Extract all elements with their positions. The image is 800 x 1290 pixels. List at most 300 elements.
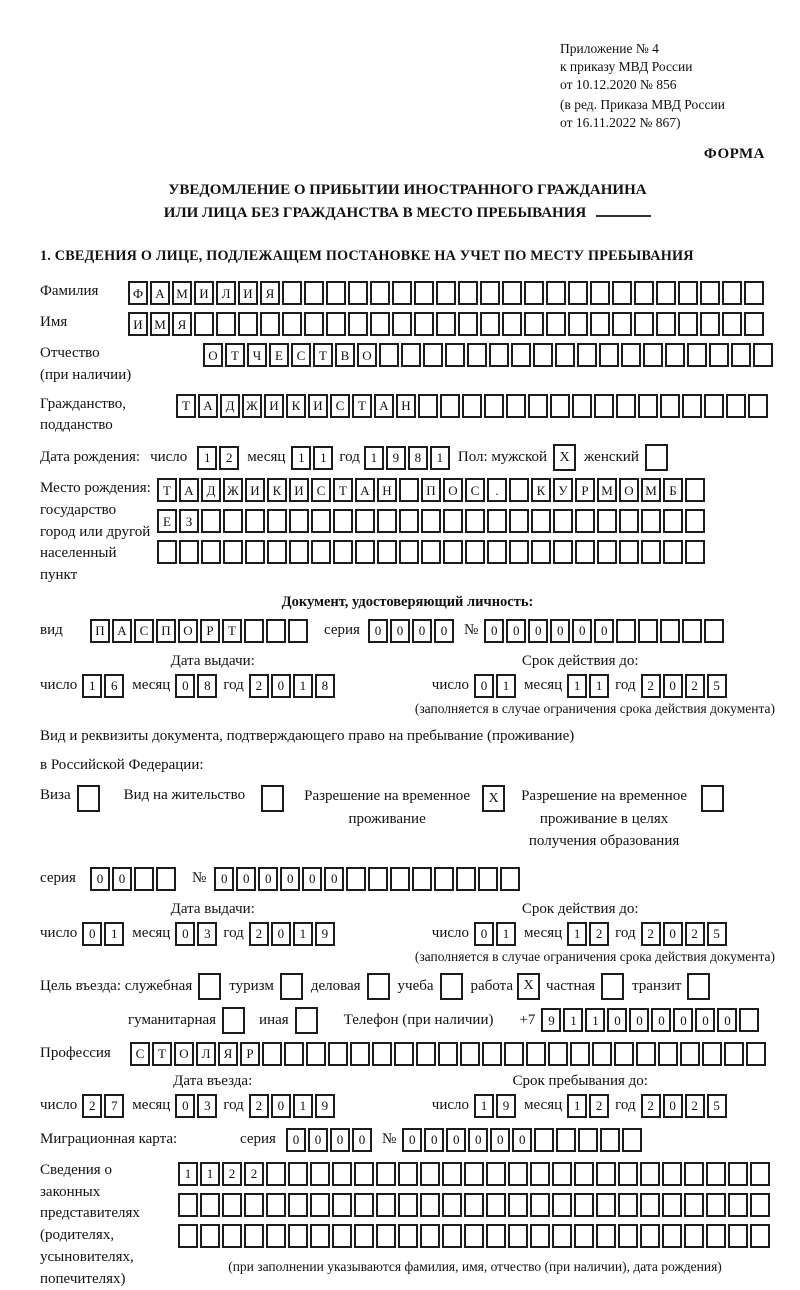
char-box[interactable] [464,1193,484,1217]
char-box[interactable] [346,867,366,891]
char-box[interactable]: 2 [589,1094,609,1118]
char-box[interactable] [662,1193,682,1217]
char-box[interactable] [701,785,724,812]
char-box[interactable] [486,1193,506,1217]
char-box[interactable]: . [487,478,507,502]
char-box[interactable] [436,312,456,336]
char-box[interactable]: 5 [707,1094,727,1118]
char-box[interactable] [634,281,654,305]
char-box[interactable] [266,1162,286,1186]
char-box[interactable] [744,281,764,305]
char-box[interactable]: 2 [249,674,269,698]
char-box[interactable] [530,1162,550,1186]
char-box[interactable]: 0 [663,1094,683,1118]
char-box[interactable] [464,1224,484,1248]
char-box[interactable]: 1 [563,1008,583,1032]
char-box[interactable]: 0 [330,1128,350,1152]
char-box[interactable] [306,1042,326,1066]
char-box[interactable]: Т [333,478,353,502]
char-box[interactable]: И [245,478,265,502]
char-box[interactable] [619,540,639,564]
char-box[interactable] [376,1162,396,1186]
char-box[interactable] [379,343,399,367]
char-box[interactable] [662,1162,682,1186]
char-box[interactable]: 1 [293,1094,313,1118]
char-box[interactable]: М [172,281,192,305]
work-checkbox[interactable] [517,973,542,1000]
char-box[interactable] [156,867,176,891]
char-box[interactable]: 0 [82,922,102,946]
char-box[interactable]: С [130,1042,150,1066]
char-box[interactable] [748,394,768,418]
char-box[interactable]: 9 [386,446,406,470]
char-box[interactable]: X [553,444,576,471]
char-box[interactable]: 2 [244,1162,264,1186]
char-box[interactable] [506,394,526,418]
char-box[interactable] [685,509,705,533]
char-box[interactable] [304,281,324,305]
char-box[interactable] [480,281,500,305]
temp-residence-checkbox[interactable] [482,785,507,812]
char-box[interactable] [487,509,507,533]
char-box[interactable]: Т [176,394,196,418]
char-box[interactable] [590,281,610,305]
char-box[interactable] [556,1128,576,1152]
char-box[interactable]: Ч [247,343,267,367]
char-box[interactable] [333,509,353,533]
char-box[interactable] [486,1162,506,1186]
char-box[interactable]: Т [157,478,177,502]
char-box[interactable]: 2 [685,922,705,946]
char-box[interactable] [289,540,309,564]
char-box[interactable] [458,281,478,305]
char-box[interactable] [222,1193,242,1217]
char-box[interactable]: С [330,394,350,418]
char-box[interactable] [295,1007,318,1034]
char-box[interactable] [414,312,434,336]
char-box[interactable]: 0 [484,619,504,643]
char-box[interactable] [739,1008,759,1032]
char-box[interactable]: 0 [673,1008,693,1032]
char-box[interactable]: 0 [112,867,132,891]
char-box[interactable] [614,1042,634,1066]
char-box[interactable]: 0 [550,619,570,643]
char-box[interactable] [685,478,705,502]
char-box[interactable] [575,540,595,564]
char-box[interactable] [590,312,610,336]
char-box[interactable]: 1 [567,674,587,698]
char-box[interactable]: 0 [695,1008,715,1032]
char-box[interactable] [465,540,485,564]
char-box[interactable] [640,1162,660,1186]
char-box[interactable]: 0 [651,1008,671,1032]
char-box[interactable]: 1 [293,922,313,946]
char-box[interactable] [482,1042,502,1066]
char-box[interactable] [421,540,441,564]
study-checkbox[interactable] [440,973,465,1000]
char-box[interactable]: 6 [104,674,124,698]
char-box[interactable] [377,540,397,564]
char-box[interactable] [746,1042,766,1066]
char-box[interactable]: 3 [197,922,217,946]
char-box[interactable] [421,509,441,533]
char-box[interactable] [687,973,710,1000]
char-box[interactable] [750,1162,770,1186]
char-box[interactable]: Я [172,312,192,336]
char-box[interactable] [553,540,573,564]
char-box[interactable] [484,394,504,418]
char-box[interactable] [618,1193,638,1217]
char-box[interactable] [348,281,368,305]
char-box[interactable] [706,1224,726,1248]
char-box[interactable] [332,1193,352,1217]
char-box[interactable]: М [597,478,617,502]
char-box[interactable] [376,1224,396,1248]
char-box[interactable] [660,394,680,418]
char-box[interactable] [524,281,544,305]
char-box[interactable] [223,509,243,533]
char-box[interactable] [134,867,154,891]
char-box[interactable]: К [267,478,287,502]
char-box[interactable]: 2 [641,674,661,698]
char-box[interactable]: Ф [128,281,148,305]
char-box[interactable] [282,281,302,305]
char-box[interactable]: 0 [280,867,300,891]
char-box[interactable] [480,312,500,336]
char-box[interactable] [200,1224,220,1248]
char-box[interactable] [528,394,548,418]
char-box[interactable] [399,540,419,564]
char-box[interactable] [77,785,100,812]
char-box[interactable] [616,394,636,418]
char-box[interactable]: И [264,394,284,418]
char-box[interactable] [731,343,751,367]
char-box[interactable] [728,1162,748,1186]
char-box[interactable] [443,509,463,533]
char-box[interactable] [178,1224,198,1248]
char-box[interactable] [530,1193,550,1217]
char-box[interactable] [645,444,668,471]
char-box[interactable]: 0 [474,922,494,946]
char-box[interactable]: З [179,509,199,533]
char-box[interactable]: У [553,478,573,502]
char-box[interactable]: 0 [572,619,592,643]
char-box[interactable] [709,343,729,367]
char-box[interactable]: 0 [402,1128,422,1152]
char-box[interactable] [531,540,551,564]
char-box[interactable]: И [308,394,328,418]
char-box[interactable] [568,312,588,336]
char-box[interactable] [744,312,764,336]
char-box[interactable] [423,343,443,367]
char-box[interactable] [508,1162,528,1186]
char-box[interactable]: С [134,619,154,643]
char-box[interactable]: 9 [541,1008,561,1032]
char-box[interactable] [612,312,632,336]
char-box[interactable]: 8 [197,674,217,698]
char-box[interactable]: 2 [685,674,705,698]
char-box[interactable] [601,973,624,1000]
char-box[interactable] [438,1042,458,1066]
char-box[interactable] [368,867,388,891]
char-box[interactable] [370,312,390,336]
char-box[interactable]: 0 [271,922,291,946]
char-box[interactable] [420,1224,440,1248]
char-box[interactable] [486,1224,506,1248]
char-box[interactable] [684,1162,704,1186]
char-box[interactable] [509,478,529,502]
char-box[interactable]: Т [222,619,242,643]
char-box[interactable] [533,343,553,367]
char-box[interactable]: А [374,394,394,418]
char-box[interactable] [487,540,507,564]
char-box[interactable]: Т [225,343,245,367]
char-box[interactable]: 0 [446,1128,466,1152]
char-box[interactable] [508,1193,528,1217]
char-box[interactable] [442,1162,462,1186]
char-box[interactable] [223,540,243,564]
char-box[interactable] [531,509,551,533]
char-box[interactable]: Р [200,619,220,643]
char-box[interactable]: 5 [707,674,727,698]
char-box[interactable] [662,1224,682,1248]
char-box[interactable] [753,343,773,367]
char-box[interactable] [445,343,465,367]
char-box[interactable]: 0 [352,1128,372,1152]
char-box[interactable] [568,281,588,305]
char-box[interactable] [596,1224,616,1248]
char-box[interactable]: 1 [496,674,516,698]
char-box[interactable]: 1 [313,446,333,470]
char-box[interactable]: 0 [271,1094,291,1118]
char-box[interactable]: К [531,478,551,502]
char-box[interactable] [467,343,487,367]
char-box[interactable] [596,1162,616,1186]
char-box[interactable] [643,343,663,367]
char-box[interactable] [578,1128,598,1152]
char-box[interactable] [244,1224,264,1248]
char-box[interactable] [458,312,478,336]
char-box[interactable] [464,1162,484,1186]
char-box[interactable] [640,1193,660,1217]
char-box[interactable] [201,509,221,533]
char-box[interactable] [552,1162,572,1186]
char-box[interactable]: А [150,281,170,305]
char-box[interactable] [465,509,485,533]
female-checkbox[interactable] [645,444,670,471]
char-box[interactable]: Т [352,394,372,418]
char-box[interactable] [684,1224,704,1248]
char-box[interactable] [550,394,570,418]
char-box[interactable] [722,281,742,305]
char-box[interactable] [638,619,658,643]
char-box[interactable]: П [156,619,176,643]
char-box[interactable] [194,312,214,336]
char-box[interactable] [398,1193,418,1217]
char-box[interactable]: 1 [293,674,313,698]
char-box[interactable] [700,281,720,305]
char-box[interactable] [201,540,221,564]
char-box[interactable]: Н [377,478,397,502]
char-box[interactable] [332,1224,352,1248]
char-box[interactable] [594,394,614,418]
char-box[interactable] [502,281,522,305]
char-box[interactable]: 0 [607,1008,627,1032]
char-box[interactable]: П [421,478,441,502]
char-box[interactable]: 0 [324,867,344,891]
char-box[interactable] [682,619,702,643]
char-box[interactable]: 0 [390,619,410,643]
char-box[interactable]: 2 [641,1094,661,1118]
char-box[interactable]: Л [196,1042,216,1066]
char-box[interactable] [511,343,531,367]
char-box[interactable] [310,1224,330,1248]
char-box[interactable] [245,540,265,564]
char-box[interactable]: 0 [286,1128,306,1152]
char-box[interactable] [399,478,419,502]
char-box[interactable]: 0 [717,1008,737,1032]
char-box[interactable] [619,509,639,533]
char-box[interactable]: 0 [258,867,278,891]
char-box[interactable]: Я [218,1042,238,1066]
char-box[interactable] [680,1042,700,1066]
char-box[interactable] [726,394,746,418]
char-box[interactable] [478,867,498,891]
char-box[interactable] [634,312,654,336]
char-box[interactable] [328,1042,348,1066]
char-box[interactable] [600,1128,620,1152]
char-box[interactable] [370,281,390,305]
char-box[interactable] [245,509,265,533]
char-box[interactable]: А [355,478,375,502]
char-box[interactable]: 1 [82,674,102,698]
char-box[interactable]: 0 [512,1128,532,1152]
char-box[interactable]: О [357,343,377,367]
char-box[interactable] [724,1042,744,1066]
char-box[interactable] [656,281,676,305]
char-box[interactable]: 8 [408,446,428,470]
char-box[interactable] [288,1193,308,1217]
char-box[interactable] [443,540,463,564]
char-box[interactable] [420,1162,440,1186]
char-box[interactable] [524,312,544,336]
char-box[interactable]: Д [220,394,240,418]
char-box[interactable]: 2 [249,1094,269,1118]
char-box[interactable] [555,343,575,367]
char-box[interactable]: А [179,478,199,502]
char-box[interactable]: Д [201,478,221,502]
char-box[interactable]: О [203,343,223,367]
char-box[interactable] [722,312,742,336]
char-box[interactable]: А [198,394,218,418]
char-box[interactable] [526,1042,546,1066]
temp-residence-edu-checkbox[interactable] [701,785,726,812]
char-box[interactable]: 1 [496,922,516,946]
char-box[interactable]: 0 [368,619,388,643]
char-box[interactable] [398,1224,418,1248]
char-box[interactable] [333,540,353,564]
char-box[interactable]: 1 [104,922,124,946]
char-box[interactable]: И [128,312,148,336]
char-box[interactable]: 2 [219,446,239,470]
char-box[interactable]: 1 [178,1162,198,1186]
char-box[interactable]: О [619,478,639,502]
char-box[interactable] [660,619,680,643]
char-box[interactable] [288,619,308,643]
char-box[interactable] [354,1224,374,1248]
char-box[interactable] [704,394,724,418]
visa-checkbox[interactable] [77,785,102,812]
char-box[interactable]: X [482,785,505,812]
char-box[interactable] [596,1193,616,1217]
char-box[interactable]: 0 [474,674,494,698]
char-box[interactable]: 9 [496,1094,516,1118]
char-box[interactable] [636,1042,656,1066]
char-box[interactable]: 2 [641,922,661,946]
char-box[interactable] [570,1042,590,1066]
char-box[interactable] [377,509,397,533]
char-box[interactable]: 0 [528,619,548,643]
char-box[interactable] [641,509,661,533]
char-box[interactable] [394,1042,414,1066]
char-box[interactable] [616,619,636,643]
char-box[interactable]: О [443,478,463,502]
private-checkbox[interactable] [601,973,626,1000]
char-box[interactable] [289,509,309,533]
char-box[interactable] [418,394,438,418]
char-box[interactable]: Н [396,394,416,418]
char-box[interactable] [700,312,720,336]
char-box[interactable]: 1 [567,1094,587,1118]
char-box[interactable] [658,1042,678,1066]
char-box[interactable] [267,509,287,533]
char-box[interactable] [372,1042,392,1066]
char-box[interactable] [348,312,368,336]
char-box[interactable]: 1 [589,674,609,698]
char-box[interactable] [216,312,236,336]
char-box[interactable]: 0 [175,674,195,698]
char-box[interactable] [420,1193,440,1217]
char-box[interactable] [244,1193,264,1217]
char-box[interactable] [222,1007,245,1034]
char-box[interactable]: 1 [474,1094,494,1118]
char-box[interactable] [618,1162,638,1186]
char-box[interactable] [436,281,456,305]
char-box[interactable]: Р [575,478,595,502]
char-box[interactable]: Т [313,343,333,367]
char-box[interactable]: 2 [249,922,269,946]
char-box[interactable] [663,509,683,533]
char-box[interactable] [665,343,685,367]
char-box[interactable] [687,343,707,367]
char-box[interactable]: Б [663,478,683,502]
char-box[interactable]: 0 [663,922,683,946]
char-box[interactable] [656,312,676,336]
char-box[interactable] [311,509,331,533]
char-box[interactable] [354,1162,374,1186]
char-box[interactable] [622,1128,642,1152]
char-box[interactable] [638,394,658,418]
char-box[interactable]: И [289,478,309,502]
char-box[interactable]: 2 [82,1094,102,1118]
char-box[interactable] [574,1193,594,1217]
char-box[interactable] [502,312,522,336]
char-box[interactable] [398,1162,418,1186]
char-box[interactable] [282,312,302,336]
char-box[interactable] [509,540,529,564]
char-box[interactable]: 0 [412,619,432,643]
char-box[interactable] [440,394,460,418]
